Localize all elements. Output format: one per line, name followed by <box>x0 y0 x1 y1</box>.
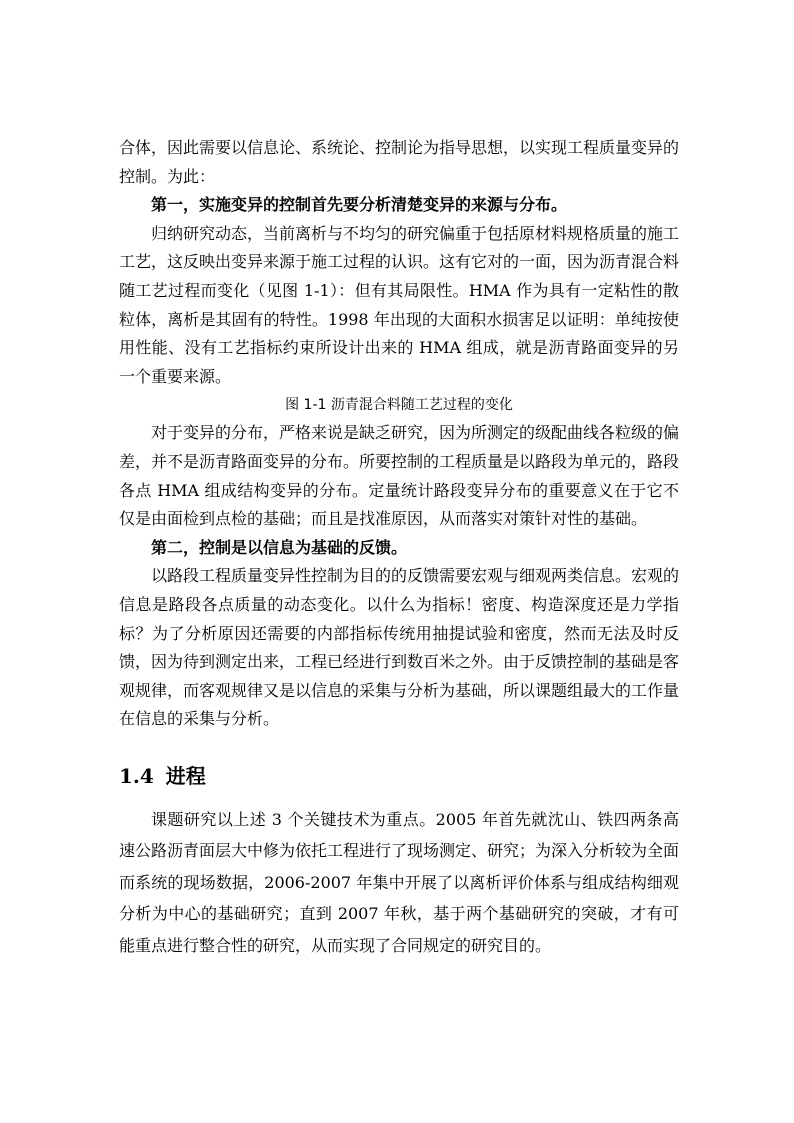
section-title: 进程 <box>165 763 206 788</box>
section-body <box>119 804 679 962</box>
paragraph-research-dynamics: 归纳研究动态，当前离析与不均匀的研究偏重于包括原材料规格质量的施工工艺，这反映出变异来源于施工过程的认识。这有它对的一面，因为沥青混合料随工艺过程而变化（见图 1-1）：但有其局限性。HMA 作为具有一定粘性的散粒体，离析是其固有的特性。1998 年出现的大面积水损害足以证明：单纯按使用性能、没有工艺指标约束所设计出来的 HMA 组成，就是沥青路面变异的另一个重要来源。 <box>119 223 680 386</box>
document-body <box>119 134 679 961</box>
figure-caption: 图 1-1 沥青混合料随工艺过程的变化 <box>285 397 513 414</box>
paragraph-progress: 课题研究以上述 3 个关键技术为重点。2005 年首先就沈山、铁四两条高速公路沥青面层大中修为依托工程进行了现场测定、研究；为深入分析较为全面而系统的现场数据，2006-2007 年集中开展了以离析评价体系与组成结构细观分析为中心的基础研究；直到 2007 年秋，基于两个基础研究的突破，才有可能重点进行整合性的研究，从而实现了合同规定的研究目的。 <box>119 809 680 955</box>
paragraph-point-two: 第二，控制是以信息为基础的反馈。 <box>151 537 408 557</box>
paragraph-variation-distribution: 对于变异的分布，严格来说是缺乏研究，因为所测定的级配曲线各粒级的偏差，并不是沥青路面变异的分布。所要控制的工程质量是以路段为单元的，路段各点 HMA 组成结构变异的分布。定量统计路段变异分布的重要意义在于它不仅是由面检到点检的基础；而且是找准原因，从而落实对策针对性的基础。 <box>119 423 680 529</box>
paragraph-feedback-info: 以路段工程质量变异性控制为目的的反馈需要宏观与细观两类信息。宏观的信息是路段各点质量的动态变化。以什么为指标！密度、构造深度还是力学指标？为了分析原因还需要的内部指标传统用抽提试验和密度，然而无法及时反馈，因为待到测定出来，工程已经进行到数百米之外。由于反馈控制的基础是客观规律，而客观规律又是以信息的采集与分析为基础，所以课题组最大的工作量在信息的采集与分析。 <box>119 566 680 729</box>
paragraph-continuation: 合体，因此需要以信息论、系统论、控制论为指导思想，以实现工程质量变异的控制。为此： <box>119 138 680 186</box>
section-heading <box>119 754 679 798</box>
section-number: 1.4 <box>119 763 154 788</box>
paragraph-point-one: 第一，实施变异的控制首先要分析清楚变异的来源与分布。 <box>151 195 568 215</box>
